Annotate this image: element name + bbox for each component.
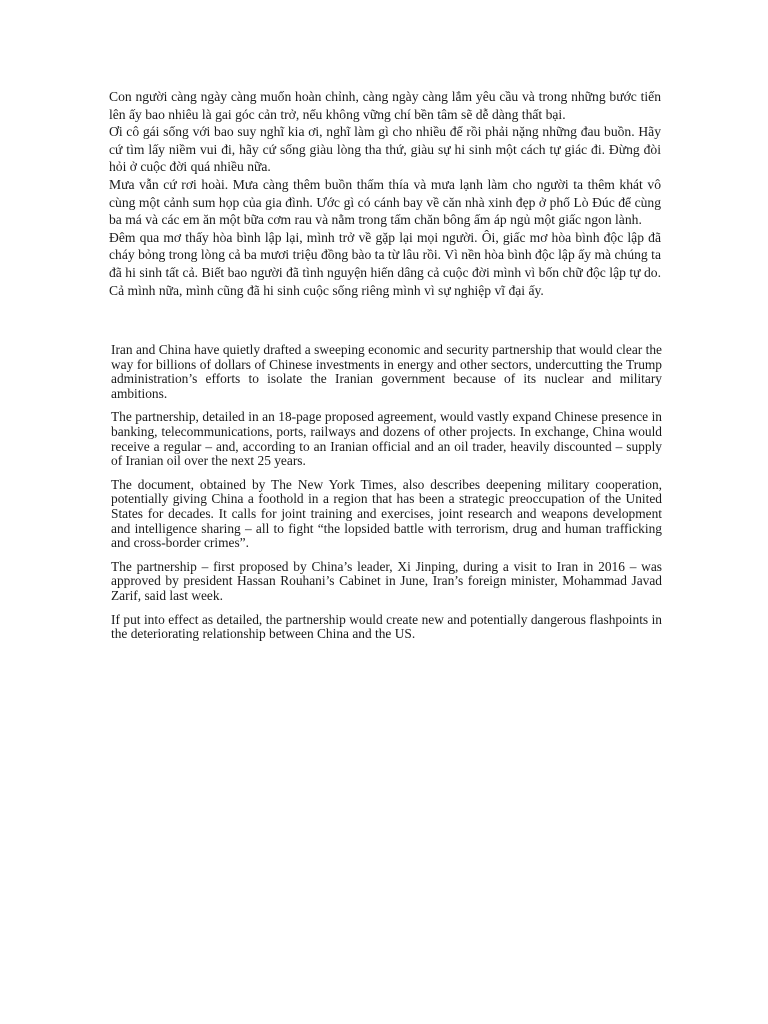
en-paragraph: The document, obtained by The New York Times, also describes deepening military cooperation, potentially giving China a foothold in a region that has been a strategic preoccupation of the United States for decades. It calls for joint training and exercises, joint research and weapons development and intelligence sharing – all to fight “the lopsided battle with terrorism, drug and human trafficking and cross-border crimes”. bbox=[111, 476, 662, 551]
en-paragraph: If put into effect as detailed, the partnership would create new and potentially dangerous flashpoints in the deteriorating relationship between China and the US. bbox=[111, 611, 662, 642]
vn-paragraph: Ơi cô gái sống với bao suy nghĩ kia ơi, nghĩ làm gì cho nhiều để rồi phải nặng những đau buồn. Hãy cứ tìm lấy niềm vui đi, hãy cứ sống giàu lòng tha thứ, giàu sự hi sinh một cách tự giác đi. Đừng đòi hỏi ở cuộc đời quá nhiều nữa. bbox=[109, 124, 661, 175]
vn-paragraph: Đêm qua mơ thấy hòa bình lập lại, mình trở về gặp lại mọi người. Ôi, giấc mơ hòa bình độc lập đã cháy bỏng trong lòng cả ba mươi triệu đồng bào ta từ lâu rồi. Vì nền hòa bình độc lập ấy mà chúng ta đã hi sinh tất cả. Biết bao người đã tình nguyện hiến dâng cả cuộc đời mình vì bốn chữ độc lập tự do. Cả mình nữa, mình cũng đã hi sinh cuộc sống riêng mình vì sự nghiệp vĩ đại ấy. bbox=[109, 229, 661, 298]
en-paragraph: The partnership – first proposed by China’s leader, Xi Jinping, during a visit to Iran in 2016 – was approved by president Hassan Rouhani’s Cabinet in June, Iran’s foreign minister, Mohammad Javad Zarif, said last week. bbox=[111, 558, 662, 603]
en-paragraph: The partnership, detailed in an 18-page proposed agreement, would vastly expand Chinese presence in banking, telecommunications, ports, railways and dozens of other projects. In exchange, China would receive a regular – and, according to an Iranian official and an oil trader, heavily discounted – supply of Iranian oil over the next 25 years. bbox=[111, 409, 662, 469]
english-text-block bbox=[111, 343, 662, 651]
en-paragraph: Iran and China have quietly drafted a sweeping economic and security partnership that would clear the way for billions of dollars of Chinese investments in energy and other sectors, undercutting the Trump administration’s efforts to isolate the Iranian government because of its nuclear and military ambitions. bbox=[111, 342, 662, 401]
vietnamese-text-block bbox=[109, 88, 661, 299]
vn-paragraph: Con người càng ngày càng muốn hoàn chỉnh, càng ngày càng lắm yêu cầu và trong những bước tiến lên ấy bao nhiêu là gai góc cản trở, nếu không vững chí bền tâm sẽ dễ dàng thất bại. bbox=[109, 89, 661, 122]
vn-paragraph: Mưa vẫn cứ rơi hoài. Mưa càng thêm buồn thấm thía và mưa lạnh làm cho người ta thêm khát vô cùng một cảnh sum họp của gia đình. Ước gì có cánh bay về căn nhà xinh đẹp ở phố Lò Đúc để cùng ba má và các em ăn một bữa cơm rau và nằm trong tấm chăn bông ấm áp ngủ một giấc ngon lành. bbox=[109, 176, 661, 228]
